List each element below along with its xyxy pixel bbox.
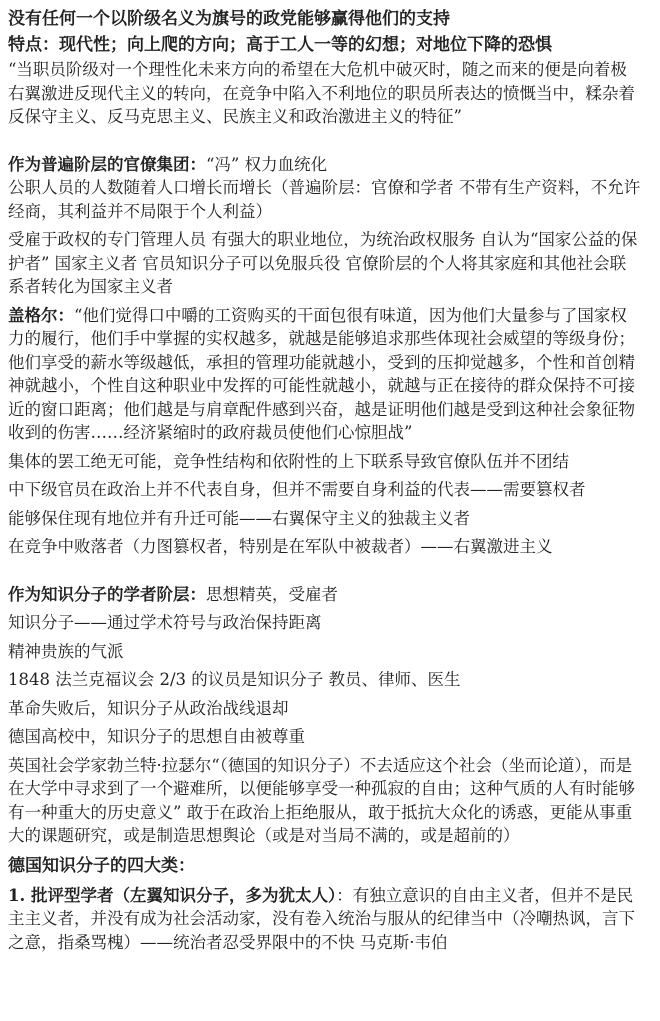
intellectual-paragraph-1: 知识分子——通过学术符号与政治保持距离 — [8, 613, 322, 632]
geiger-quote — [8, 304, 642, 445]
geiger-label: 盖格尔： — [8, 305, 74, 325]
bureaucrat-heading-bold: 作为普遍阶层的官僚集团： — [8, 154, 206, 174]
bureaucrat-heading — [8, 153, 642, 177]
bureaucrat-paragraph-2: 受雇于政权的专门管理人员 有强大的职业地位，为统治政权服务 自认为“国家公益的保护者” 国家主义者 官员知识分子可以免服兵役 官僚阶层的个人将其家庭和其他社会联系者转化为国家主义者 — [8, 230, 638, 296]
intellectual-paragraph-6: 英国社会学家勃兰特·拉瑟尔“（德国的知识分子）不去适应这个社会（坐而论道），而是在大学中寻求到了一个避难所，以便能够享受一种孤寂的自由；这种气质的人有时能够有一种重大的历史意义” 敢于在政治上拒绝服从，敢于抵抗大众化的诱惑，更能从事重大的课题研究，或是制造思想舆论（或是对当局不满的，或是超前的） — [8, 755, 635, 845]
german-item-1-bold: 1. 批评型学者（左翼知识分子，多为犹太人） — [8, 885, 337, 905]
intellectual-paragraph-2: 精神贵族的气派 — [8, 641, 124, 661]
geiger-text: “他们觉得口中嚼的工资购买的干面包很有味道，因为他们大量参与了国家权力的履行，他们手中掌握的实权越多，就越是能够追求那些体现社会威望的等级身份；他们享受的薪水等级越低，承担的管理功能就越小，受到的压抑觉越多，个性和首创精神就越小，个性自这种职业中发挥的可能性就越小，就越与正在接待的群众保持不可接近的窗口距离；他们越是与肩章配件感到兴奋，越是证明他们越是受到这种社会象征物收到的伤害……经济紧缩时的政府裁员使他们心惊胆战” — [8, 305, 635, 442]
bureaucrat-heading-rest: “冯” 权力血统化 — [206, 154, 328, 174]
bureaucrat-paragraph-6: 在竞争中败落者（力图篡权者，特别是在军队中被裁者）——右翼激进主义 — [8, 537, 553, 556]
intellectual-heading-bold: 作为知识分子的学者阶层： — [8, 584, 206, 604]
german-item-1 — [8, 884, 642, 955]
intellectual-paragraph-3: 1848 法兰克福议会 2/3 的议员是知识分子 教员、律师、医生 — [8, 670, 461, 689]
intellectual-heading — [8, 583, 642, 607]
bureaucrat-paragraph-5: 能够保住现有地位并有升迁可能——右翼保守主义的独裁主义者 — [8, 508, 470, 528]
features-heading: 特点：现代性；向上爬的方向；高于工人一等的幻想；对地位下降的恐惧 — [8, 35, 552, 55]
intellectual-heading-rest: 思想精英，受雇者 — [206, 584, 338, 604]
quote-paragraph: “当职员阶级对一个理性化未来方向的希望在大危机中破灭时，随之而来的便是向着极右翼激进反现代主义的转向，在竞争中陷入不利地位的职员所表达的愤慨当中，糅杂着反保守主义、反马克思主义、民族主义和政治激进主义的特征” — [8, 60, 635, 126]
german-item-1-text: ：有独立意识的自由主义者，但并不是民主主义者，并没有成为社会活动家，没有卷入统治与服从的纪律当中（冷嘲热讽，言下之意，指桑骂槐）——统治者忍受界限中的不快 马克斯·韦伯 — [8, 885, 635, 952]
bureaucrat-paragraph-4: 中下级官员在政治上并不代表自身，但并不需要自身利益的代表——需要篡权者 — [8, 480, 586, 499]
german-heading: 德国知识分子的四大类： — [8, 855, 195, 876]
intellectual-paragraph-4: 革命失败后，知识分子从政治战线退却 — [8, 698, 289, 718]
bureaucrat-paragraph-3: 集体的罢工绝无可能，竞争性结构和依附性的上下联系导致官僚队伍并不团结 — [8, 451, 569, 471]
bureaucrat-paragraph-1: 公职人员的人数随着人口增长而增长（普遍阶层：官僚和学者 不带有生产资料，不允许经商，其利益并不局限于个人利益） — [8, 178, 641, 221]
page-title: 没有任何一个以阶级名义为旗号的政党能够赢得他们的支持 — [8, 9, 450, 29]
intellectual-paragraph-5: 德国高校中，知识分子的思想自由被尊重 — [8, 727, 305, 746]
